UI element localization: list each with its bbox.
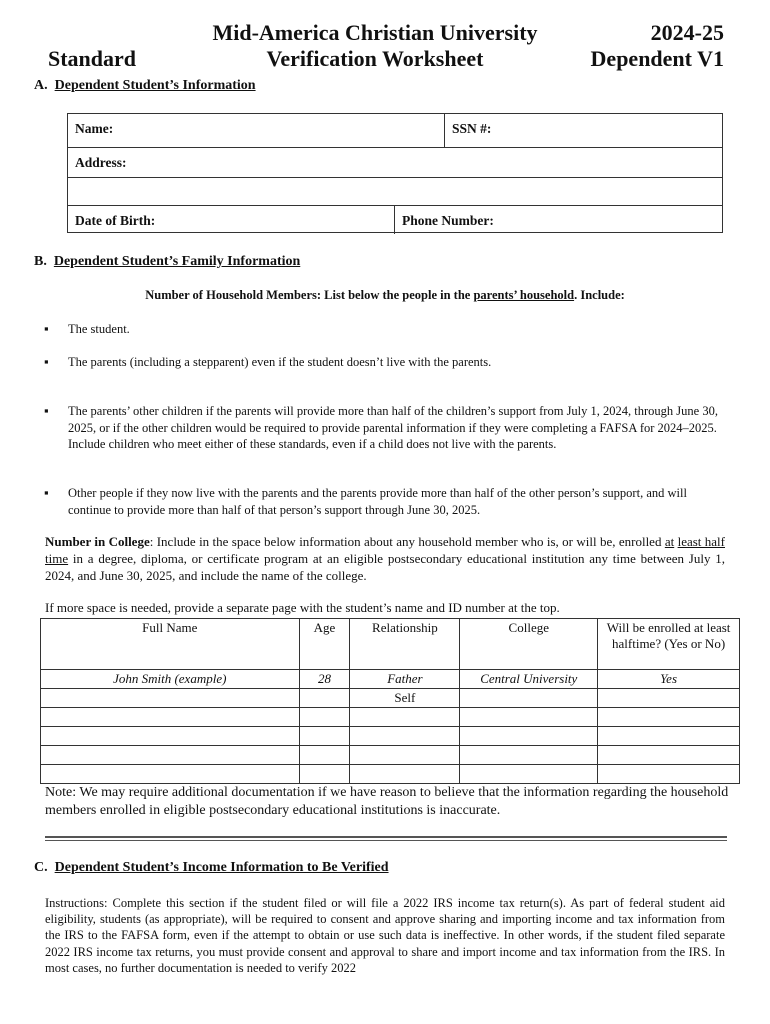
table-cell[interactable] xyxy=(41,708,300,727)
table-cell[interactable] xyxy=(460,689,598,708)
worksheet-name: Verification Worksheet xyxy=(266,46,484,71)
award-year: 2024-25 xyxy=(650,20,724,45)
section-divider xyxy=(45,836,727,841)
example-age: 28 xyxy=(299,670,350,689)
institution-name: Mid-America Christian University xyxy=(212,20,538,45)
standard-label: Standard xyxy=(48,46,137,71)
form-identifier xyxy=(560,20,724,72)
table-row xyxy=(41,765,740,784)
table-row xyxy=(41,708,740,727)
table-cell[interactable] xyxy=(299,708,350,727)
section-b-heading: B. Dependent Student’s Family Information xyxy=(34,254,301,269)
table-cell[interactable] xyxy=(460,746,598,765)
address-field[interactable]: Address: xyxy=(75,155,127,170)
table-cell[interactable] xyxy=(41,765,300,784)
table-row xyxy=(41,689,740,708)
bullet-marker: ▪ xyxy=(44,485,49,500)
example-name: John Smith (example) xyxy=(41,670,300,689)
col-enrolled: Will be enrolled at least halftime? (Yes or No) xyxy=(598,619,740,670)
documentation-note: Note: We may require additional documentation if we have reason to believe that the information regarding the household members enrolled in eligible postsecondary educational institutions is inaccurate. xyxy=(45,785,729,818)
number-in-college-paragraph: Number in College: Include in the space below information about any household member who is, or will be, enrolled at least half time in a degree, diploma, or certificate program at an eligible postsecondary educational institution any time between July 1, 2024, and June 30, 2025, and include the name of the college. xyxy=(45,534,725,583)
ssn-field[interactable]: SSN #: xyxy=(444,114,722,147)
table-row xyxy=(41,727,740,746)
table-cell[interactable] xyxy=(41,727,300,746)
household-instructions: Number of Household Members: List below the people in the parents’ household. Include: xyxy=(145,288,625,302)
phone-field[interactable]: Phone Number: xyxy=(394,206,722,234)
section-c-title: Dependent Student’s Income Information to Be Verified xyxy=(54,860,389,875)
name-field[interactable]: Name: xyxy=(75,121,114,136)
example-college: Central University xyxy=(460,670,598,689)
income-instructions: Instructions: Complete this section if the student filed or will file a 2022 IRS income tax return(s). As part of federal student aid eligibility, students (as appropriate), will be required to consent and approve sharing and importing income and tax information from the IRS to the FAFSA form, even if the attempt to obtain or use such data is ineffective. In other words, if the student filed separate 2022 IRS income tax returns, you must provide consent and approval to share and import income and tax information from the IRS. In most cases, no further documentation is needed to verify 2022 xyxy=(45,896,725,975)
col-age: Age xyxy=(299,619,350,670)
example-enrolled: Yes xyxy=(598,670,740,689)
table-cell[interactable] xyxy=(299,765,350,784)
table-cell[interactable] xyxy=(598,689,740,708)
table-cell[interactable] xyxy=(350,746,460,765)
table-cell[interactable] xyxy=(598,708,740,727)
table-cell[interactable] xyxy=(598,727,740,746)
table-cell[interactable] xyxy=(460,765,598,784)
self-relationship: Self xyxy=(350,689,460,708)
section-a-heading: A. Dependent Student’s Information xyxy=(34,78,256,93)
table-row-example xyxy=(41,670,740,689)
example-relationship: Father xyxy=(350,670,460,689)
form-version: Dependent V1 xyxy=(590,46,724,71)
table-cell[interactable] xyxy=(41,746,300,765)
table-header-row xyxy=(41,619,740,670)
bullet-item: The parents (including a stepparent) even if the student doesn’t live with the parents. xyxy=(68,355,492,369)
table-cell[interactable] xyxy=(350,765,460,784)
table-cell[interactable] xyxy=(460,708,598,727)
table-cell[interactable] xyxy=(598,765,740,784)
col-relationship: Relationship xyxy=(350,619,460,670)
bullet-marker: ▪ xyxy=(44,403,49,418)
more-space-note: If more space is needed, provide a separate page with the student’s name and ID number at the top. xyxy=(45,600,560,615)
address-line-2[interactable] xyxy=(68,178,722,206)
bullet-item: The student. xyxy=(68,322,130,336)
section-b-title: Dependent Student’s Family Information xyxy=(53,254,301,269)
student-info-box xyxy=(67,113,723,233)
table-cell[interactable] xyxy=(350,727,460,746)
table-cell[interactable] xyxy=(299,689,350,708)
table-cell[interactable] xyxy=(598,746,740,765)
dob-field[interactable]: Date of Birth: xyxy=(75,213,156,228)
table-cell[interactable] xyxy=(350,708,460,727)
table-cell[interactable] xyxy=(460,727,598,746)
table-cell[interactable] xyxy=(41,689,300,708)
section-a-title: Dependent Student’s Information xyxy=(54,78,256,93)
bullet-item: Other people if they now live with the parents and the parents provide more than half of the other person’s support, and will continue to provide more than half of that person’s support through June 30, 2025. xyxy=(68,486,687,517)
name-row xyxy=(68,114,722,148)
address-row xyxy=(68,148,722,178)
table-cell[interactable] xyxy=(299,727,350,746)
table-row xyxy=(41,746,740,765)
dob-row xyxy=(68,206,722,234)
bullet-marker: ▪ xyxy=(44,321,49,336)
document-title xyxy=(180,20,570,72)
table-cell[interactable] xyxy=(299,746,350,765)
section-c-heading: C. Dependent Student’s Income Information to Be Verified xyxy=(34,860,389,875)
household-members-table xyxy=(40,618,740,784)
bullet-item: The parents’ other children if the parents will provide more than half of the children’s support from July 1, 2024, through June 30, 2025, or if the other children would be required to provide parental information if they were completing a FAFSA for 2024–2025. Include children who meet either of these standards, even if a child does not live with the parents. xyxy=(68,404,718,451)
bullet-marker: ▪ xyxy=(44,354,49,369)
col-college: College xyxy=(460,619,598,670)
col-full-name: Full Name xyxy=(41,619,300,670)
